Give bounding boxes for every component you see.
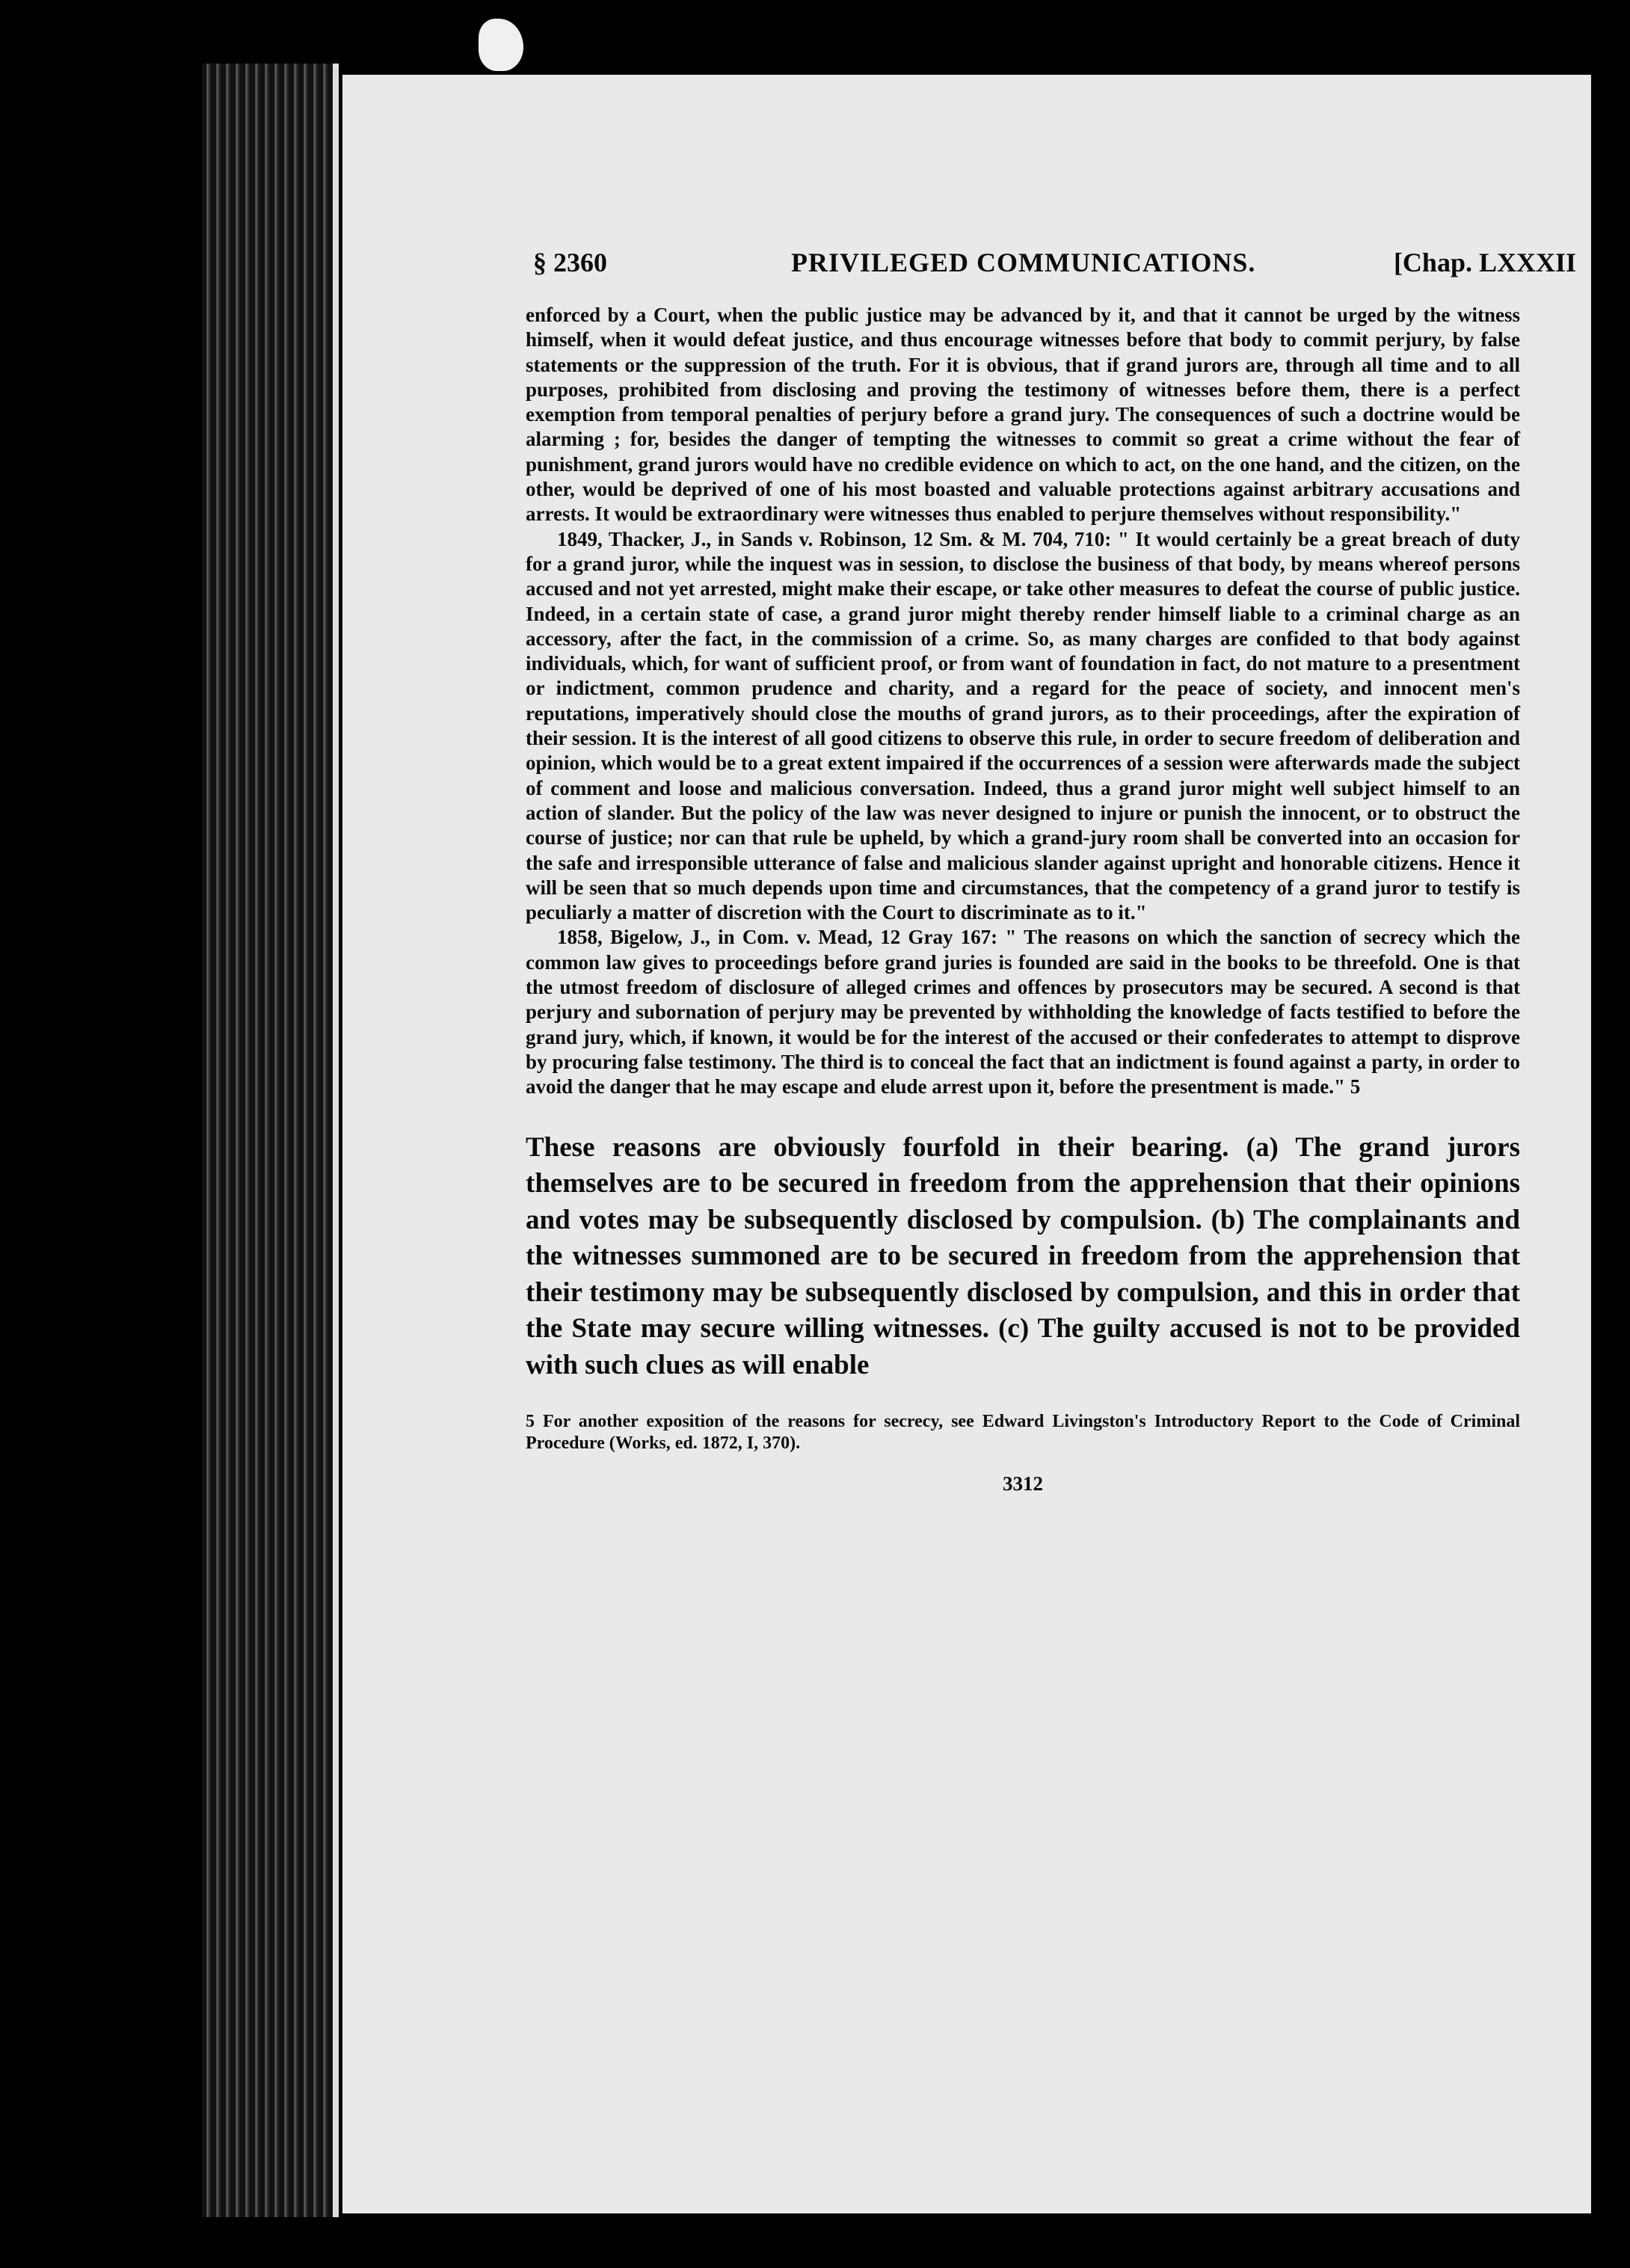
- running-header: [533, 247, 1576, 292]
- quote-paragraph-1: enforced by a Court, when the public justice may be advanced by it, and that it cannot be urged by the witness himself, when it would defeat justice, and thus encourage witnesses before that body to commit perjury, by false statements or the suppression of the truth. For it is obvious, that if grand jurors are, through all time and to all purposes, prohibited from disclosing and proving the testimony of witnesses before them, there is a perfect exemption from temporal penalties of perjury before a grand jury. The consequences of such a doctrine would be alarming ; for, besides the danger of tempting the witnesses to commit so great a crime without the fear of punishment, grand jurors would have no credible evidence on which to act, on the one hand, and the citizen, on the other, would be deprived of one of his most boasted and valuable protections against arbitrary accusations and arrests. It would be extraordinary were witnesses thus enabled to perjure themselves without responsibility.": [526, 304, 1520, 526]
- main-paragraph: These reasons are obviously fourfold in their bearing. (a) The grand jurors themselves are to be secured in freedom from the apprehension that their opinions and votes may be subsequently disclosed by compulsion. (b) The complainants and the witnesses summoned are to be secured in freedom from the apprehension that their testimony may be subsequently disclosed by compulsion, and this in order that the State may secure willing witnesses. (c) The guilty accused is not to be provided with such clues as will enable: [526, 1131, 1520, 1380]
- section-number: § 2360: [533, 248, 607, 277]
- paper-speck: [479, 19, 523, 71]
- page-body: [526, 303, 1520, 1496]
- running-title: PRIVILEGED COMMUNICATIONS.: [791, 248, 1256, 277]
- quote-paragraph-2: 1849, Thacker, J., in Sands v. Robinson, 12 Sm. & M. 704, 710: " It would certainly be a great breach of duty for a grand juror, while the inquest was in session, to disclose the business of that body, by means whereof persons accused and not yet arrested, might make their escape, or take other measures to defeat the course of public justice. Indeed, in a certain state of case, a grand juror might thereby render himself liable to a criminal charge as an accessory, after the fact, in the commission of a crime. So, as many charges are confided to that body against individuals, which, for want of sufficient proof, or from want of foundation in fact, do not mature to a presentment or indictment, common prudence and charity, and a regard for the peace of society, and innocent men's reputations, imperatively should close the mouths of grand jurors, as to their proceedings, after the expiration of their session. It is the interest of all good citizens to observe this rule, in order to secure freedom of deliberation and opinion, which would be to a great extent impaired if the occurrences of a session were afterwards made the subject of comment and loose and malicious conversation. Indeed, thus a grand juror might well subject himself to an action of slander. But the policy of the law was never designed to injure or punish the innocent, or to obstruct the course of justice; nor can that rule be upheld, by which a grand-jury room shall be converted into an occasion for the safe and irresponsible utterance of false and malicious slander against upright and honorable citizens. Hence it will be seen that so much depends upon time and circumstances, that the competency of a grand juror to testify is peculiarly a matter of discretion with the Court to discriminate as to it.": [526, 527, 1520, 924]
- footnote: 5 For another exposition of the reasons for secrecy, see Edward Livingston's Introductory Report to the Code of Criminal Procedure (Works, ed. 1872, I, 370).: [526, 1412, 1520, 1453]
- book-page-edges: [202, 64, 339, 2217]
- chapter-label: [Chap. LXXXII: [1393, 248, 1576, 277]
- book-page: [342, 75, 1591, 2213]
- quote-paragraph-3: 1858, Bigelow, J., in Com. v. Mead, 12 Gray 167: " The reasons on which the sanction of secrecy which the common law gives to proceedings before grand juries is founded are said in the books to be threefold. One is that the utmost freedom of disclosure of alleged crimes and offences by prosecutors may be secured. A second is that perjury and subornation of perjury may be prevented by withholding the knowledge of facts testified to before the grand jury, which, if known, it would be for the interest of the accused or their confederates to attempt to disprove by procuring false testimony. The third is to conceal the fact that an indictment is found against a party, in order to avoid the danger that he may escape and elude arrest upon it, before the presentment is made." 5: [526, 926, 1520, 1098]
- page-number: 3312: [1003, 1472, 1043, 1495]
